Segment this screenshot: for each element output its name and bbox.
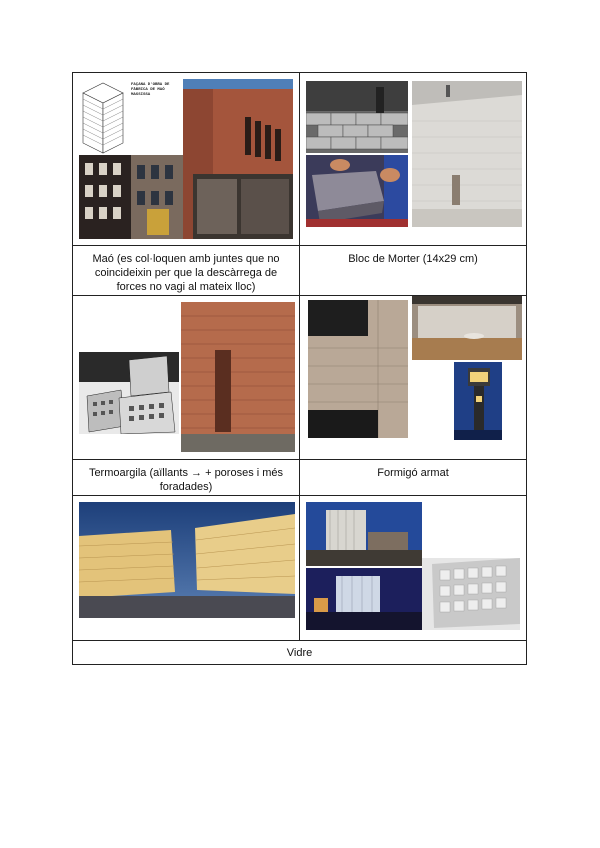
thermoclay-caption: Termoargila (aïllants → + poroses i més foradades) (73, 460, 300, 496)
block-wall-interior-photo (412, 81, 522, 227)
brick-wall-diagram (79, 79, 183, 155)
mortar-block-caption: Bloc de Morter (14x29 cm) (300, 246, 527, 296)
thermoclay-images-cell (73, 296, 300, 460)
thermoclay-wall-photo (181, 302, 295, 452)
materials-table (72, 72, 527, 665)
brick-caption: Maó (es col·loquen amb juntes que no coincideixin per que la descàrrega de forces no vagi al mateix lloc) (73, 246, 300, 296)
reinforced-concrete-images-cell (300, 296, 527, 460)
glass-house-night-photo (306, 568, 422, 630)
mortar-block-in-hands-photo (306, 155, 408, 227)
block-wall-construction-photo (306, 81, 408, 153)
concrete-facade-photo (308, 300, 408, 438)
glass-block-building-photo (422, 558, 520, 630)
materials-sheet (72, 72, 527, 665)
mortar-block-images-cell (300, 73, 527, 246)
glass-images-cell-right (300, 496, 527, 641)
diagram-label: FAÇANA D'OBRA DE FÀBRICA DE MAÓ MASSISSA (131, 83, 170, 97)
reinforced-concrete-caption: Formigó armat (300, 460, 527, 496)
concrete-interior-photo (412, 296, 522, 360)
glass-buildings-dusk-photo (79, 502, 295, 618)
brick-house-photo (183, 79, 293, 239)
brownstone-building-photo (79, 155, 183, 239)
concrete-tower-night-photo (454, 362, 502, 440)
thermoclay-blocks-photo (79, 352, 179, 434)
brick-images-cell (73, 73, 300, 246)
glass-house-day-photo (306, 502, 422, 566)
glass-images-cell-left (73, 496, 300, 641)
glass-caption: Vidre (73, 641, 527, 665)
